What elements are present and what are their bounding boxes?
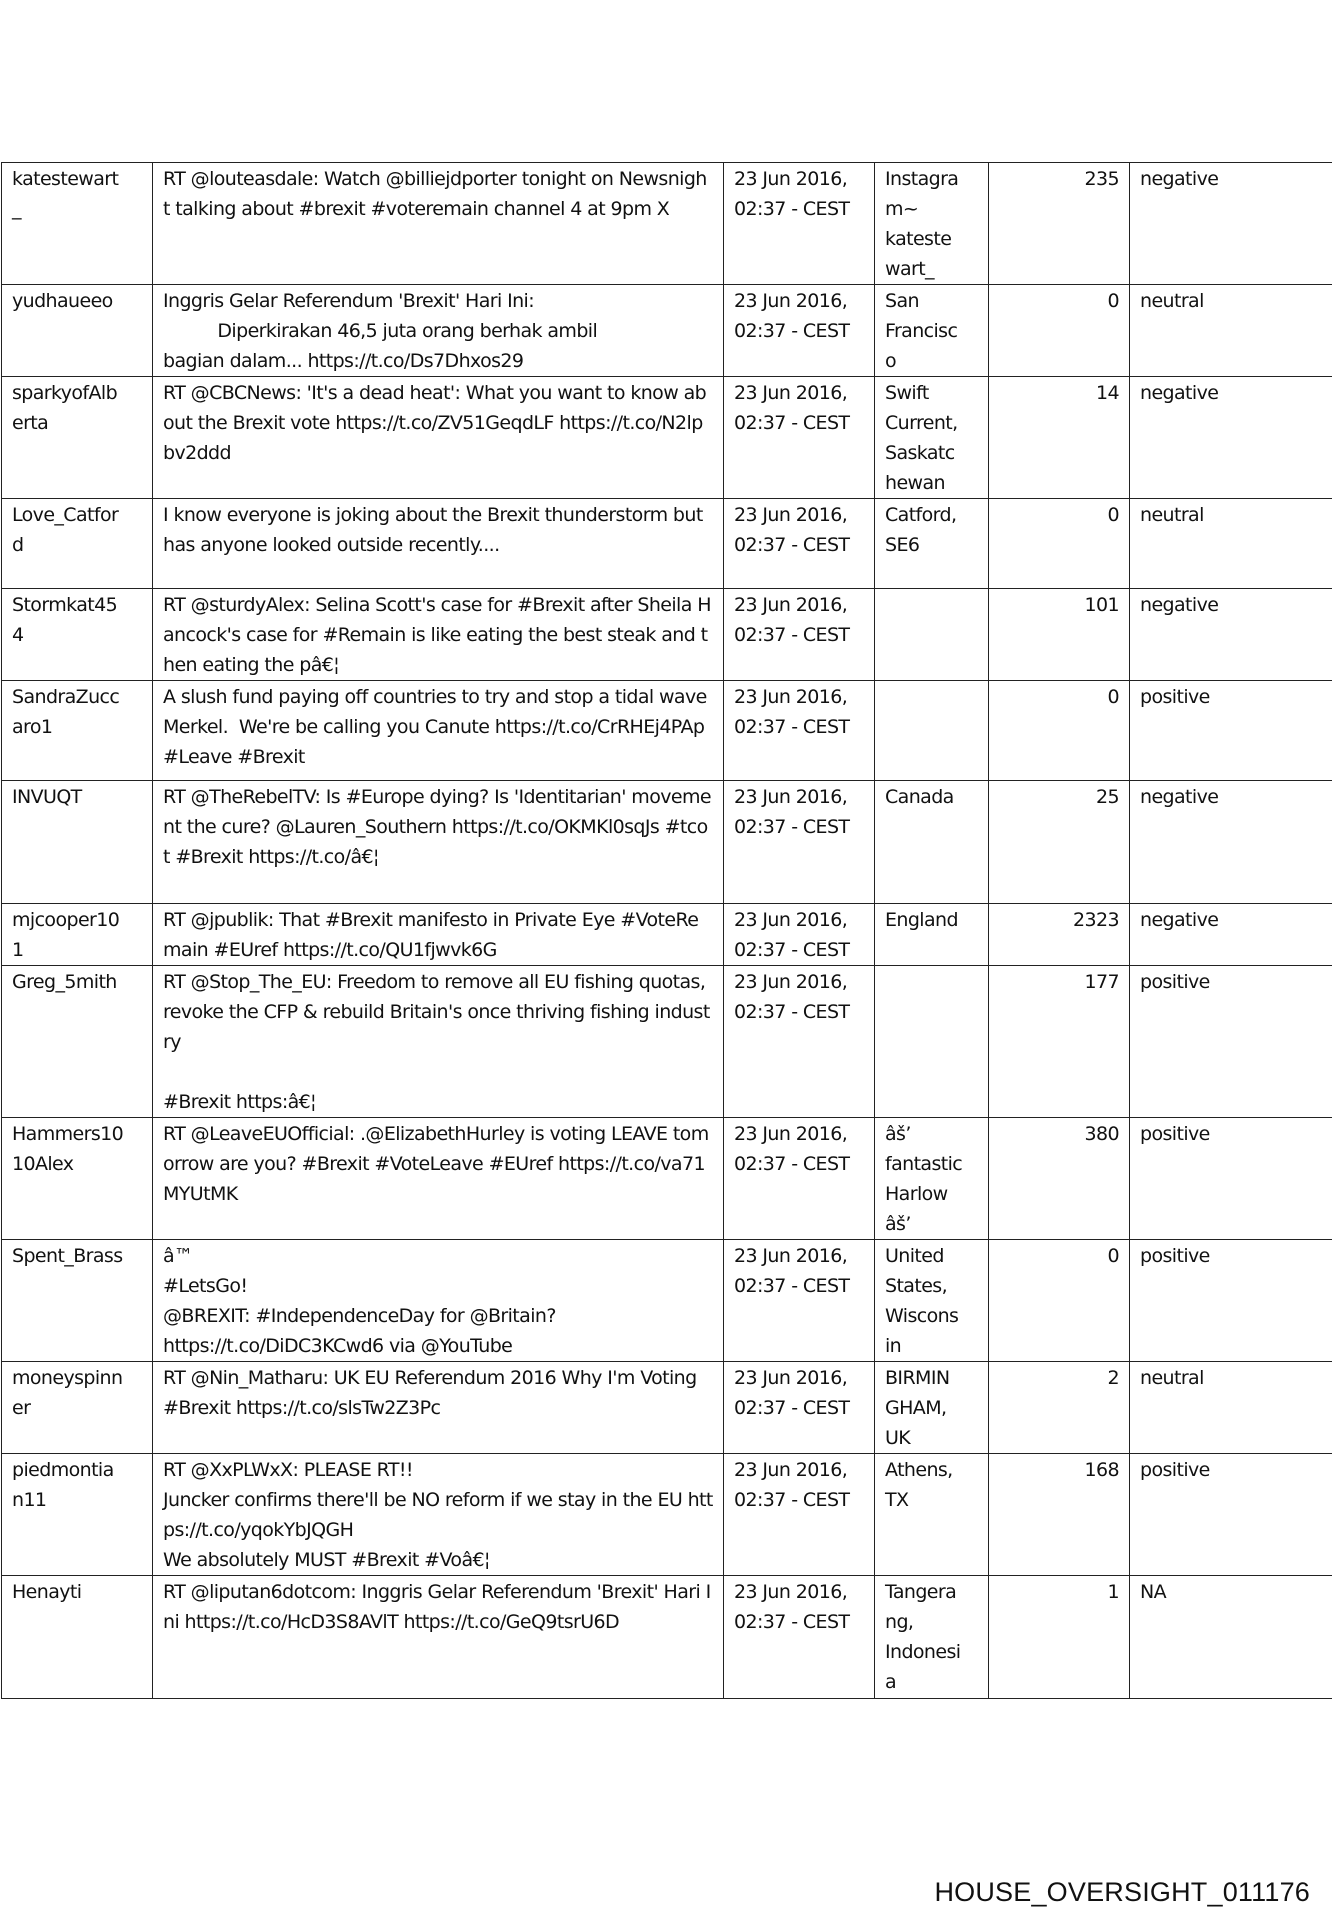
cell-tweet-text: A slush fund paying off countries to try and stop a tidal wave Merkel. We're be calling you Canute https://t.co/CrRHEj4PAp #Leave #Brexit [153, 681, 724, 781]
cell-date: 23 Jun 2016, 02:37 - CEST [724, 1576, 875, 1699]
cell-location: BIRMIN GHAM, UK [875, 1362, 989, 1454]
table-row [2, 1454, 1332, 1576]
cell-count: 2 [989, 1362, 1130, 1454]
cell-tweet-text: RT @Nin_Matharu: UK EU Referendum 2016 Why I'm Voting #Brexit https://t.co/slsTw2Z3Pc [153, 1362, 724, 1454]
table-row [2, 377, 1332, 499]
cell-sentiment: negative [1130, 377, 1332, 499]
cell-location [875, 966, 989, 1118]
cell-date: 23 Jun 2016, 02:37 - CEST [724, 1118, 875, 1240]
tweets-table-body [2, 163, 1332, 1699]
table-row [2, 163, 1332, 285]
cell-sentiment: neutral [1130, 499, 1332, 589]
cell-username: katestewart _ [2, 163, 153, 285]
cell-count: 177 [989, 966, 1130, 1118]
cell-sentiment: neutral [1130, 1362, 1332, 1454]
cell-username: SandraZucc aro1 [2, 681, 153, 781]
cell-date: 23 Jun 2016, 02:37 - CEST [724, 589, 875, 681]
cell-location: United States, Wiscons in [875, 1240, 989, 1362]
cell-tweet-text: RT @TheRebelTV: Is #Europe dying? Is 'Identitarian' movement the cure? @Lauren_Southern https://t.co/OKMKl0sqJs #tcot #Brexit https://t.co/â€¦ [153, 781, 724, 904]
cell-date: 23 Jun 2016, 02:37 - CEST [724, 904, 875, 966]
cell-username: Greg_5mith [2, 966, 153, 1118]
cell-count: 1 [989, 1576, 1130, 1699]
cell-sentiment: positive [1130, 1118, 1332, 1240]
cell-date: 23 Jun 2016, 02:37 - CEST [724, 966, 875, 1118]
cell-username: Hammers10 10Alex [2, 1118, 153, 1240]
cell-location: Canada [875, 781, 989, 904]
cell-location: Catford, SE6 [875, 499, 989, 589]
cell-sentiment: positive [1130, 1240, 1332, 1362]
table-row [2, 1576, 1332, 1699]
cell-tweet-text: Inggris Gelar Referendum 'Brexit' Hari Ini: Diperkirakan 46,5 juta orang berhak ambil bagian dalam... https://t.co/Ds7Dhxos29 [153, 285, 724, 377]
cell-sentiment: positive [1130, 1454, 1332, 1576]
cell-tweet-text: RT @CBCNews: 'It's a dead heat': What you want to know about the Brexit vote https://t.co/ZV51GeqdLF https://t.co/N2lpbv2ddd [153, 377, 724, 499]
table-row [2, 1240, 1332, 1362]
cell-location: San Francisc o [875, 285, 989, 377]
cell-username: Spent_Brass [2, 1240, 153, 1362]
cell-tweet-text: â™ #LetsGo! @BREXIT: #IndependenceDay for @Britain? https://t.co/DiDC3KCwd6 via @YouTube [153, 1240, 724, 1362]
cell-count: 101 [989, 589, 1130, 681]
cell-date: 23 Jun 2016, 02:37 - CEST [724, 681, 875, 781]
cell-date: 23 Jun 2016, 02:37 - CEST [724, 1362, 875, 1454]
cell-tweet-text: RT @jpublik: That #Brexit manifesto in Private Eye #VoteRemain #EUref https://t.co/QU1fjwvk6G [153, 904, 724, 966]
cell-sentiment: positive [1130, 966, 1332, 1118]
cell-location: Instagra m~ kateste wart_ [875, 163, 989, 285]
cell-tweet-text: RT @XxPLWxX: PLEASE RT!! Juncker confirms there'll be NO reform if we stay in the EU https://t.co/yqokYbJQGH We absolutely MUST #Brexit #Voâ€¦ [153, 1454, 724, 1576]
table-row [2, 966, 1332, 1118]
table-row [2, 285, 1332, 377]
cell-count: 235 [989, 163, 1130, 285]
table-row [2, 681, 1332, 781]
cell-sentiment: positive [1130, 681, 1332, 781]
cell-count: 0 [989, 499, 1130, 589]
cell-date: 23 Jun 2016, 02:37 - CEST [724, 499, 875, 589]
table-row [2, 904, 1332, 966]
table-row [2, 589, 1332, 681]
document-id-footer: HOUSE_OVERSIGHT_011176 [934, 1877, 1310, 1907]
table-row [2, 499, 1332, 589]
cell-username: Henayti [2, 1576, 153, 1699]
cell-count: 168 [989, 1454, 1130, 1576]
cell-count: 0 [989, 1240, 1130, 1362]
cell-tweet-text: I know everyone is joking about the Brexit thunderstorm but has anyone looked outside recently.... [153, 499, 724, 589]
cell-sentiment: negative [1130, 781, 1332, 904]
cell-location: England [875, 904, 989, 966]
cell-username: moneyspinn er [2, 1362, 153, 1454]
cell-tweet-text: RT @Stop_The_EU: Freedom to remove all EU fishing quotas, revoke the CFP & rebuild Britain's once thriving fishing industry #Brexit https:â€¦ [153, 966, 724, 1118]
cell-location [875, 681, 989, 781]
cell-location: Athens, TX [875, 1454, 989, 1576]
cell-sentiment: negative [1130, 904, 1332, 966]
cell-tweet-text: RT @liputan6dotcom: Inggris Gelar Referendum 'Brexit' Hari Ini https://t.co/HcD3S8AVlT https://t.co/GeQ9tsrU6D [153, 1576, 724, 1699]
cell-location [875, 589, 989, 681]
cell-sentiment: NA [1130, 1576, 1332, 1699]
cell-username: Stormkat45 4 [2, 589, 153, 681]
cell-location: Tangera ng, Indonesi a [875, 1576, 989, 1699]
cell-tweet-text: RT @louteasdale: Watch @billiejdporter tonight on Newsnight talking about #brexit #voteremain channel 4 at 9pm X [153, 163, 724, 285]
cell-date: 23 Jun 2016, 02:37 - CEST [724, 285, 875, 377]
cell-date: 23 Jun 2016, 02:37 - CEST [724, 377, 875, 499]
cell-sentiment: negative [1130, 163, 1332, 285]
cell-date: 23 Jun 2016, 02:37 - CEST [724, 1454, 875, 1576]
cell-date: 23 Jun 2016, 02:37 - CEST [724, 1240, 875, 1362]
cell-username: piedmontia n11 [2, 1454, 153, 1576]
cell-location: âš’ fantastic Harlow âš’ [875, 1118, 989, 1240]
cell-username: Love_Catfor d [2, 499, 153, 589]
cell-sentiment: neutral [1130, 285, 1332, 377]
table-row [2, 781, 1332, 904]
cell-username: yudhaueeo [2, 285, 153, 377]
cell-date: 23 Jun 2016, 02:37 - CEST [724, 163, 875, 285]
cell-tweet-text: RT @LeaveEUOfficial: .@ElizabethHurley is voting LEAVE tomorrow are you? #Brexit #VoteLeave #EUref https://t.co/va71MYUtMK [153, 1118, 724, 1240]
cell-count: 14 [989, 377, 1130, 499]
cell-count: 2323 [989, 904, 1130, 966]
table-row [2, 1118, 1332, 1240]
cell-sentiment: negative [1130, 589, 1332, 681]
cell-tweet-text: RT @sturdyAlex: Selina Scott's case for #Brexit after Sheila Hancock's case for #Remain is like eating the best steak and then eating the pâ€¦ [153, 589, 724, 681]
cell-count: 0 [989, 285, 1130, 377]
table-row [2, 1362, 1332, 1454]
cell-count: 0 [989, 681, 1130, 781]
cell-username: sparkyofAlb erta [2, 377, 153, 499]
cell-location: Swift Current, Saskatc hewan [875, 377, 989, 499]
cell-username: mjcooper10 1 [2, 904, 153, 966]
cell-count: 25 [989, 781, 1130, 904]
cell-date: 23 Jun 2016, 02:37 - CEST [724, 781, 875, 904]
cell-count: 380 [989, 1118, 1130, 1240]
cell-username: INVUQT [2, 781, 153, 904]
tweets-table [1, 162, 1332, 1699]
